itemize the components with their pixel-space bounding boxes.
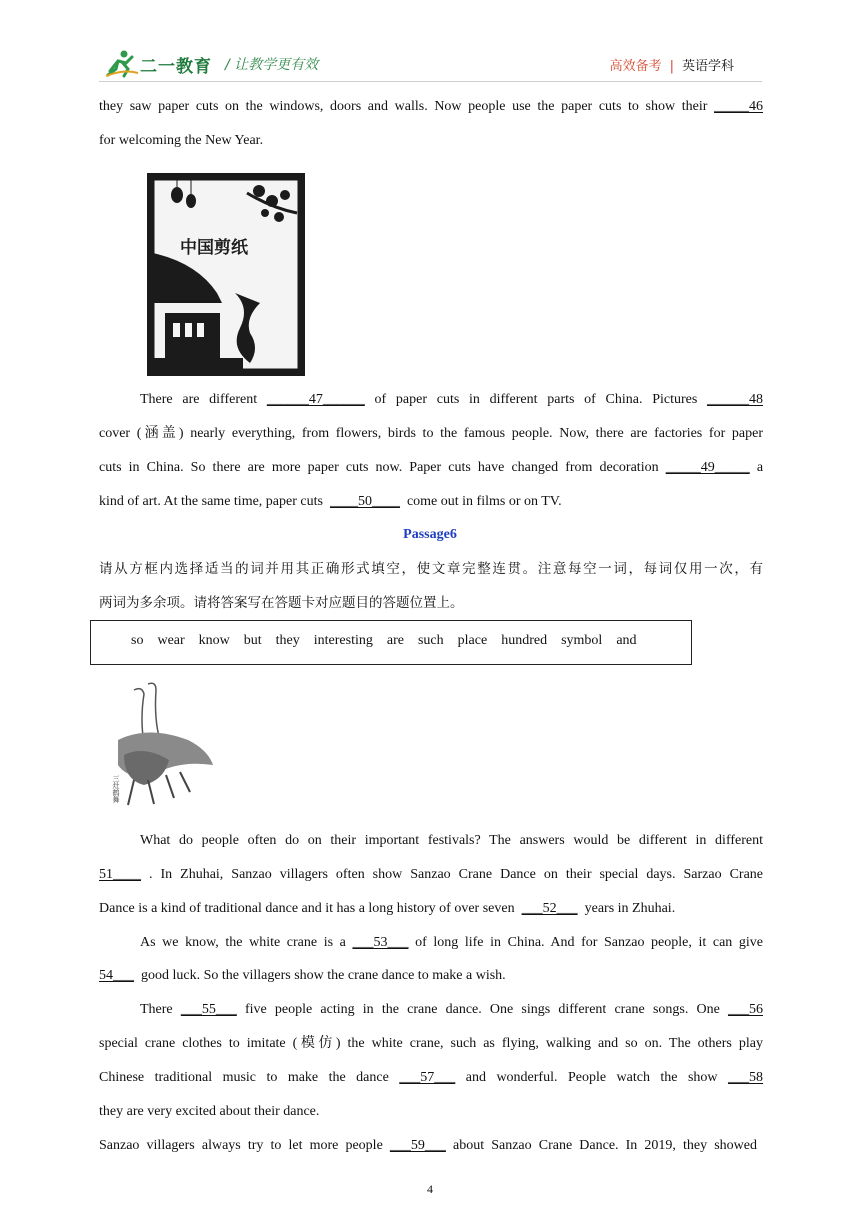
crane-dance-image	[104, 680, 214, 810]
passage-title: Passage6	[403, 527, 457, 542]
brand-name: 二一教育	[140, 57, 212, 77]
word-item: they	[275, 633, 300, 648]
text-line: Chinese traditional music to make the dance ___57___ and wonderful. People watch the show ___58	[99, 1068, 763, 1088]
text-line: Dance is a kind of traditional dance and it has a long history of over seven ___52___ years in Zhuhai.	[99, 899, 763, 919]
text-line: 54___ good luck. So the villagers show the crane dance to make a wish.	[99, 966, 763, 986]
text-line: they are very excited about their dance.	[99, 1104, 320, 1119]
text-line: they saw paper cuts on the windows, doors and walls. Now people use the paper cuts to show their _____46	[99, 97, 763, 117]
answer-blank: ___55___	[180, 1002, 237, 1017]
text-line: There are different ______47______ of paper cuts in different parts of China. Pictures ______48	[140, 390, 763, 410]
answer-blank: 51____	[99, 867, 141, 882]
word-item: but	[243, 633, 262, 648]
text-line: for welcoming the New Year.	[99, 133, 264, 148]
text-line: As we know, the white crane is a ___53___ of long life in China. And for Sanzao people, it can give	[140, 933, 763, 953]
header-divider	[99, 81, 762, 82]
word-item: interesting	[313, 633, 373, 648]
text-line: Sanzao villagers always try to let more people ___59___ about Sanzao Crane Dance. In 2019, they showed	[99, 1136, 757, 1156]
header-subject: 英语学科	[681, 59, 734, 74]
word-item: symbol	[561, 633, 603, 648]
word-bank-box	[90, 620, 692, 665]
paper-cut-image	[147, 173, 305, 376]
text-line: kind of art. At the same time, paper cuts ____50____ come out in films or on TV.	[99, 492, 763, 512]
word-item: are	[386, 633, 404, 648]
answer-blank: ___56	[728, 1002, 764, 1017]
answer-blank: ___52___	[521, 901, 578, 916]
image1-title: 中国剪纸	[180, 238, 248, 258]
instruction-line: 请从方框内选择适当的词并用其正确形式填空，使文章完整连贯。注意每空一词，每词仅用一次，有	[99, 561, 763, 577]
instruction-line: 两词为多余项。请将答案写在答题卡对应题目的答题位置上。	[99, 595, 464, 611]
crane-caption: 三灶鹤舞	[112, 775, 120, 803]
answer-blank: ___59___	[389, 1138, 446, 1153]
word-item: wear	[157, 633, 185, 648]
answer-blank: ___57___	[399, 1070, 456, 1085]
answer-blank: 54___	[99, 968, 134, 983]
header-label: 高效备考	[609, 59, 662, 74]
answer-blank: ____50____	[329, 494, 400, 509]
answer-blank: ______47______	[266, 392, 365, 407]
page-header	[0, 0, 860, 82]
page-number: 4	[427, 1182, 433, 1196]
header-right	[610, 55, 734, 74]
word-item: such	[417, 633, 444, 648]
header-separator: |	[669, 59, 674, 74]
answer-blank: _____49_____	[665, 460, 750, 475]
answer-blank: ______48	[707, 392, 764, 407]
word-item: hundred	[501, 633, 548, 648]
brand-slogan: / 让教学更有效	[225, 57, 319, 73]
text-line: cover (涵盖) nearly everything, from flowers, birds to the famous people. Now, there are factories for paper	[99, 426, 763, 441]
text-line: There ___55___ five people acting in the crane dance. One sings different crane songs. One ___56	[140, 1000, 763, 1020]
text-line: special crane clothes to imitate (模仿) the white crane, such as flying, walking and so on. The others play	[99, 1036, 763, 1051]
word-item: place	[457, 633, 488, 648]
word-item: and	[616, 633, 637, 648]
text-line: 51____ . In Zhuhai, Sanzao villagers often show Sanzao Crane Dance on their special days. Sarzao Crane	[99, 865, 763, 885]
answer-blank: ___58	[728, 1070, 764, 1085]
text-line: cuts in China. So there are more paper cuts now. Paper cuts have changed from decoration _____49_____ a	[99, 458, 763, 478]
answer-blank: _____46	[714, 99, 764, 114]
text-line: What do people often do on their important festivals? The answers would be different in different	[140, 833, 763, 848]
word-item: know	[198, 633, 230, 648]
word-item: so	[131, 633, 144, 648]
answer-blank: ___53___	[352, 935, 409, 950]
word-bank	[131, 633, 637, 649]
